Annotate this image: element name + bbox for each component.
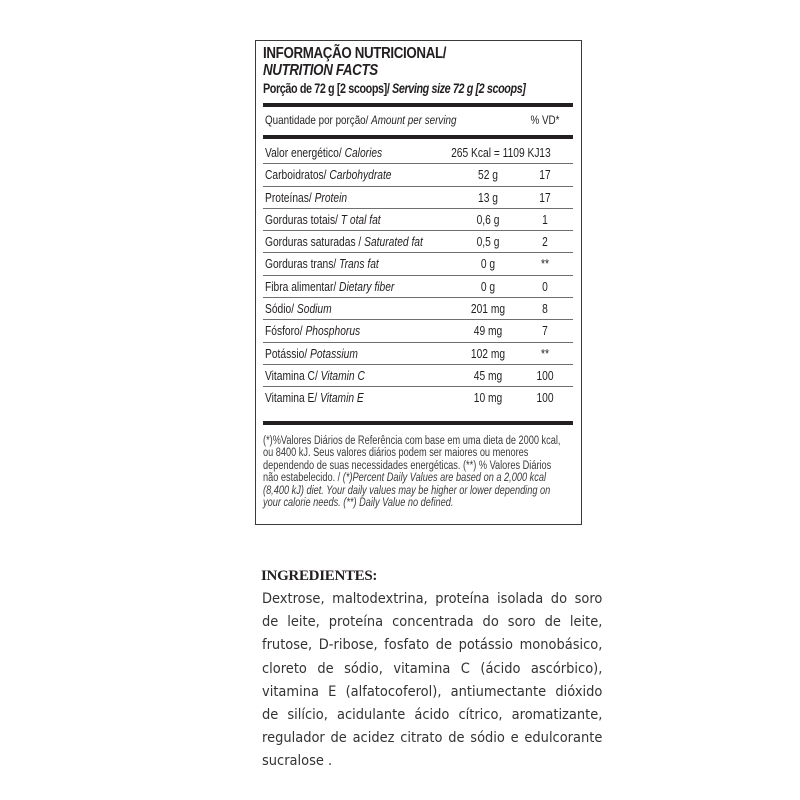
nutrient-amount: 0 g [480, 279, 496, 294]
nutrient-amount: 102 mg [470, 346, 506, 361]
nutrient-name-pt: Vitamina C/ [265, 368, 321, 383]
nutrient-name [265, 365, 365, 387]
nutrient-name-pt: Gorduras totais/ [265, 212, 341, 227]
table-row [263, 164, 573, 186]
table-row [263, 298, 573, 320]
nutrient-name-en: Dietary fiber [339, 279, 395, 294]
table-row [263, 276, 573, 298]
nutrient-name-en: Potassium [310, 346, 358, 361]
footnote-pt: (*)%Valores Diários de Referência com base em uma dieta de 2000 kcal, ou 8400 kJ. Seus valores diários podem ser maiores ou menores dependendo de suas necessidades energéticas. (**) % Valores Diários não estabelecido. / [263, 435, 561, 485]
footnote-en: (*)Percent Daily Values are based on a 2,000 kcal (8,400 kJ) diet. Your daily values may be higher or lower depending on your calorie needs. (**) Daily Value no defined. [263, 472, 551, 510]
nutrient-amount: 45 mg [473, 368, 503, 383]
nutrient-name-en: Saturated fat [364, 235, 423, 250]
nutrient-name-en: Trans fat [339, 257, 379, 272]
nutrient-amount: 0 g [480, 257, 496, 272]
nutrient-amount: 13 g [478, 190, 498, 205]
nutrient-name-en: Vitamin E [320, 391, 364, 406]
nutrient-name-pt: Potássio/ [265, 346, 311, 361]
nutrition-table [263, 142, 573, 410]
table-row [263, 387, 573, 409]
header-amount-en: Amount per serving [371, 113, 457, 127]
nutrient-daily-value: 100 [536, 391, 554, 406]
nutrient-name-pt: Sódio/ [265, 302, 297, 317]
nutrient-daily-value: 100 [536, 368, 554, 383]
divider-thick [263, 103, 573, 107]
nutrient-name [265, 253, 379, 275]
nutrient-name [265, 298, 332, 320]
ingredients-title: INGREDIENTES: [261, 568, 378, 584]
nutrient-name-pt: Gorduras trans/ [265, 257, 340, 272]
header-amount-pt: Quantidade por porção/ [265, 113, 372, 127]
nutrient-name [265, 276, 394, 298]
nutrient-name-pt: Valor energético/ [265, 146, 345, 160]
table-header [263, 113, 573, 135]
nutrition-title-pt: INFORMAÇÃO NUTRICIONAL/ [263, 45, 447, 62]
nutrient-name-en: Phosphorus [305, 324, 361, 339]
nutrient-daily-value: ** [541, 346, 549, 361]
nutrient-daily-value: 17 [539, 168, 551, 183]
nutrient-name-en: Calories [344, 146, 383, 160]
footnote [263, 435, 567, 509]
nutrient-daily-value: 17 [539, 190, 551, 205]
nutrient-amount: 265 Kcal = 1109 KJ [451, 146, 540, 160]
table-row [263, 343, 573, 365]
nutrient-name [265, 343, 358, 365]
table-row [263, 231, 573, 253]
nutrient-name-pt: Vitamina E/ [265, 391, 321, 406]
nutrient-amount: 0,6 g [476, 212, 500, 227]
nutrient-amount: 10 mg [473, 391, 503, 406]
nutrient-name-en: Carbohydrate [329, 168, 392, 183]
nutrient-daily-value: 1 [542, 212, 548, 227]
table-row [263, 253, 573, 275]
table-row [263, 187, 573, 209]
nutrient-daily-value: 8 [542, 302, 548, 317]
nutrient-daily-value: 7 [542, 324, 548, 339]
table-row [263, 365, 573, 387]
nutrient-name-en: Sodium [296, 302, 332, 317]
nutrient-amount: 52 g [478, 168, 498, 183]
header-amount-label [265, 113, 456, 127]
table-row [263, 320, 573, 342]
nutrient-daily-value: ** [541, 257, 549, 272]
nutrient-name-en: Vitamin C [320, 368, 365, 383]
divider-thick [263, 135, 573, 139]
nutrient-amount: 201 mg [470, 302, 506, 317]
nutrition-facts-panel [255, 40, 582, 525]
ingredients-text: Dextrose, maltodextrina, proteína isolada do soro de leite, proteína concentrada do soro de leite, frutose, D-ribose, fosfato de potássio monobásico, cloreto de sódio, vitamina C (ácido ascórbico), vitamina E (alfatocoferol), antiumectante dióxido de silício, acidulante ácido cítrico, aromatizante, regulador de acidez citrato de sódio e edulcorante sucralose . [262, 591, 603, 770]
table-row [263, 209, 573, 231]
header-vd: % VD* [530, 113, 560, 127]
nutrient-daily-value: 2 [542, 235, 548, 250]
nutrient-name-pt: Proteínas/ [265, 190, 315, 205]
nutrient-name [265, 387, 364, 409]
divider-thick [263, 421, 573, 425]
nutrient-name [265, 320, 360, 342]
nutrient-name-pt: Gorduras saturadas / [265, 235, 365, 250]
nutrient-name-pt: Fibra alimentar/ [265, 279, 340, 294]
nutrient-name-pt: Fósforo/ [265, 324, 306, 339]
nutrient-amount: 49 mg [473, 324, 503, 339]
table-row [263, 142, 573, 164]
nutrient-name-en: T otal fat [340, 212, 381, 227]
nutrient-name [265, 231, 423, 253]
serving-size-pt: Porção de 72 g [2 scoops]/ [263, 81, 393, 96]
nutrient-name-en: Protein [314, 190, 348, 205]
nutrient-daily-value: 13 [539, 146, 551, 160]
nutrient-daily-value: 0 [542, 279, 548, 294]
serving-size-en: Serving size 72 g [2 scoops] [392, 81, 526, 96]
serving-size [263, 81, 526, 96]
nutrient-amount: 0,5 g [476, 235, 500, 250]
nutrient-name-pt: Carboidratos/ [265, 168, 330, 183]
nutrition-title-en: NUTRITION FACTS [263, 62, 378, 79]
nutrient-name [265, 142, 382, 164]
nutrient-name [265, 209, 381, 231]
nutrient-name [265, 164, 391, 186]
nutrient-name [265, 187, 347, 209]
